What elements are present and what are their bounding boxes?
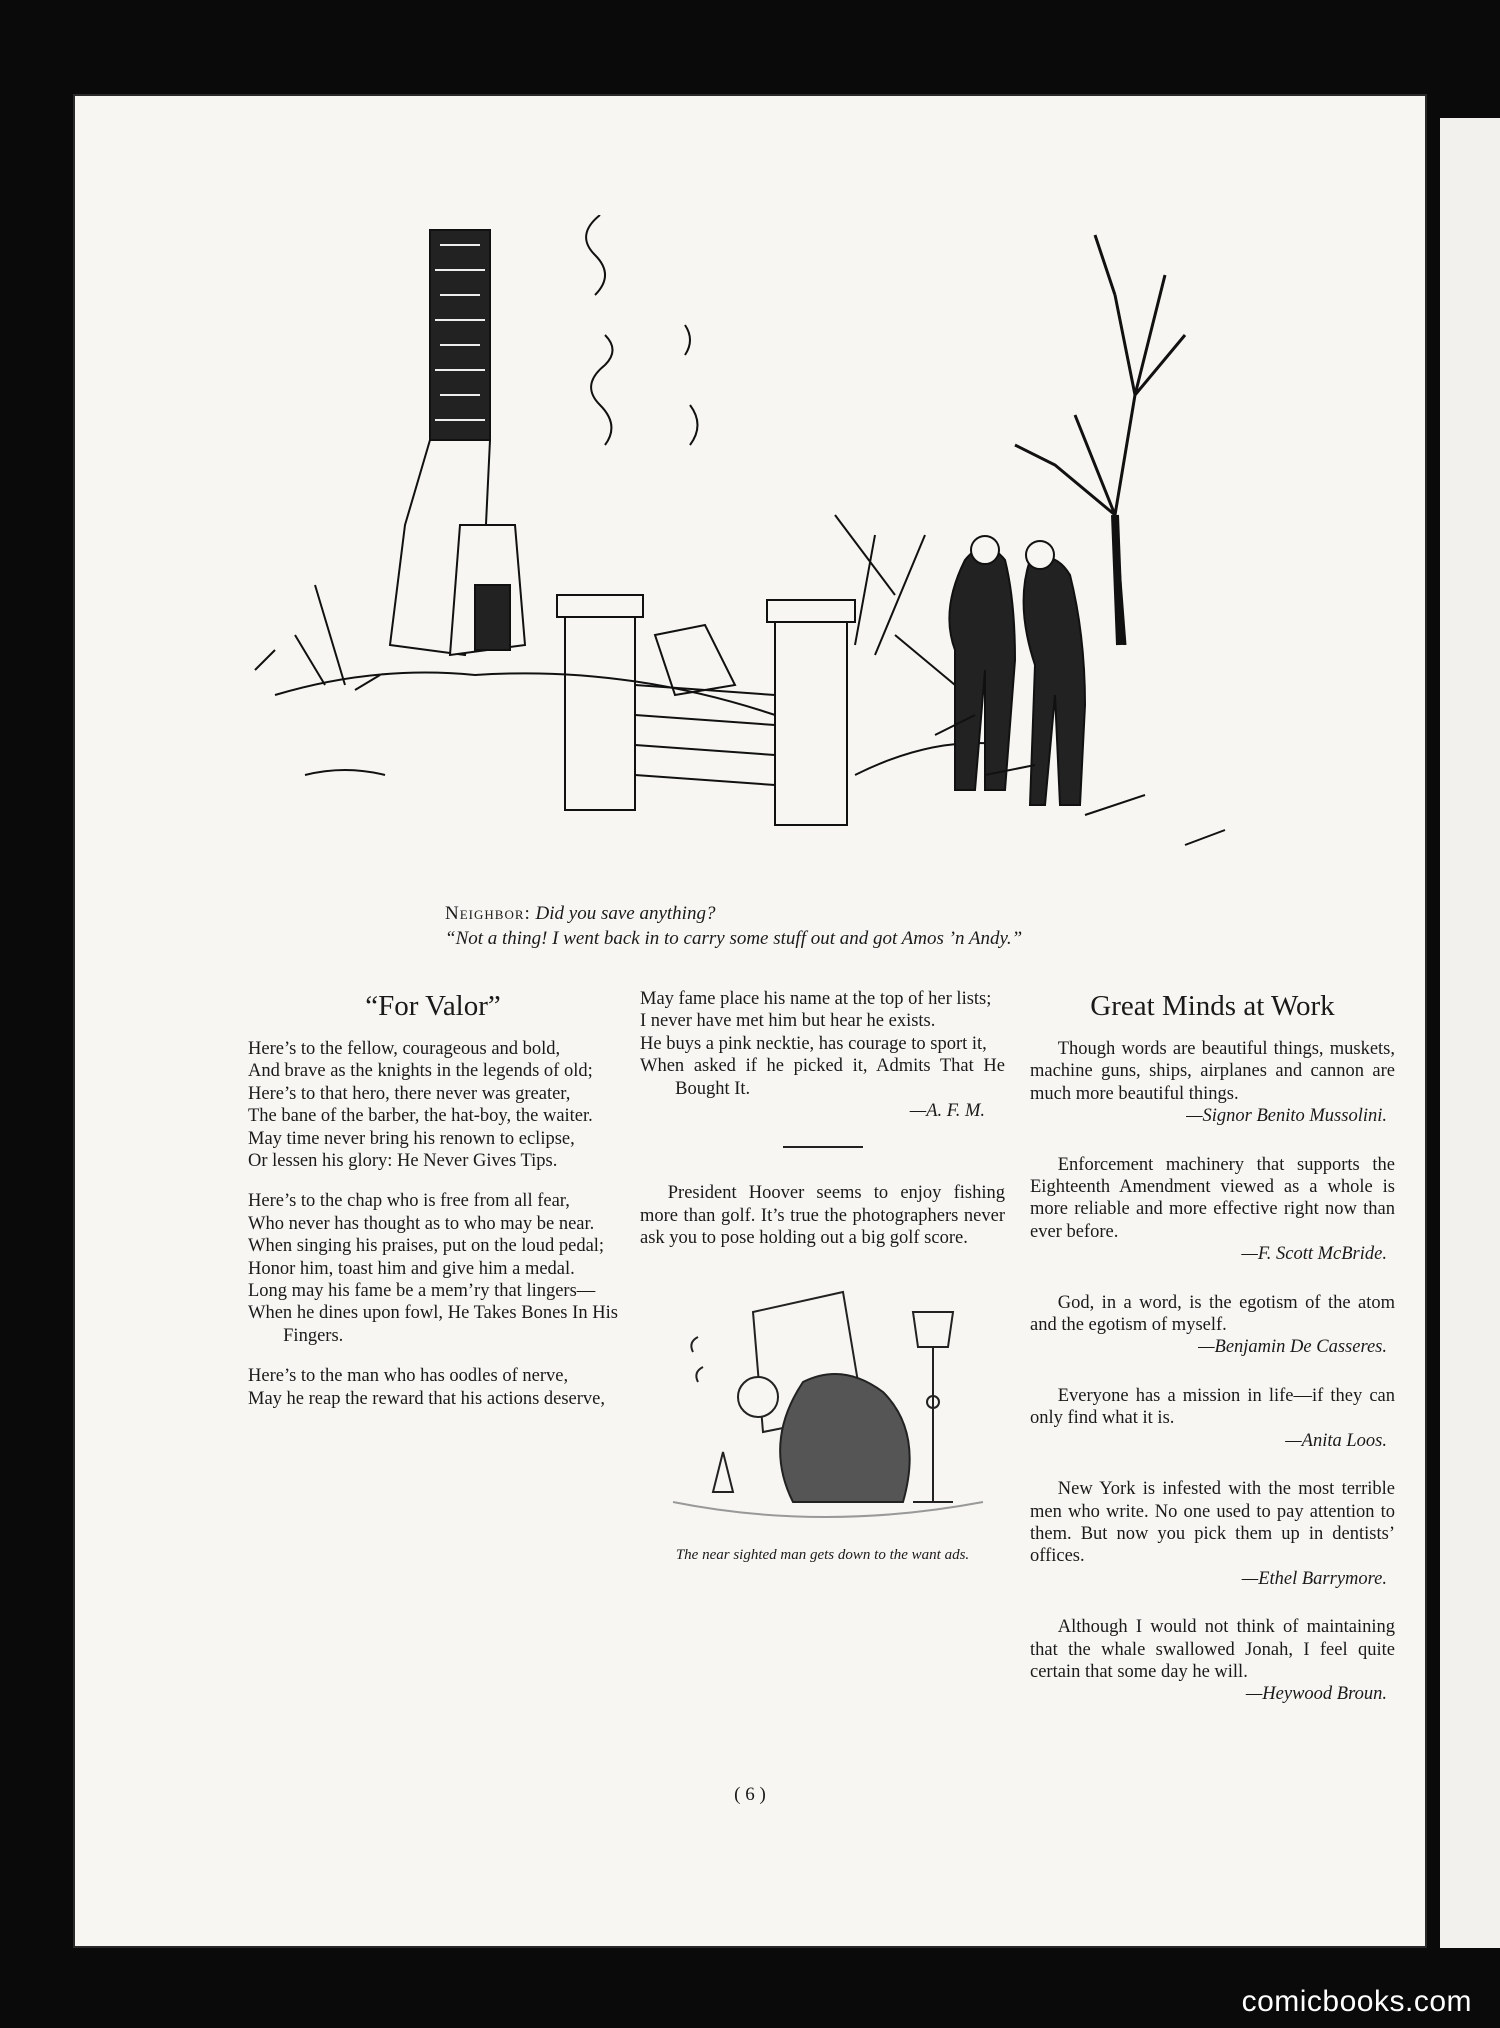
quote-author: —Ethel Barrymore. bbox=[1241, 1568, 1387, 1589]
caption-answer: “Not a thing! I went back in to carry some stuff out and got Amos ’n Andy.” bbox=[445, 928, 1023, 949]
site-watermark: comicbooks.com bbox=[1241, 1985, 1472, 2018]
near-sighted-man-cartoon bbox=[653, 1272, 993, 1540]
quote-item bbox=[1030, 1385, 1395, 1452]
quote-text: Enforcement machinery that supports the Eighteenth Amendment viewed as a whole is more reliable and more effective right now than ever before. bbox=[1030, 1154, 1395, 1242]
stanza-3-continued bbox=[640, 988, 1005, 1122]
quote-author: —Heywood Broun. bbox=[1245, 1684, 1387, 1705]
poem-line: Or lessen his glory: He Never Gives Tips. bbox=[248, 1151, 558, 1172]
poem-line: When asked if he picked it, Admits That He Bought It. bbox=[640, 1056, 1005, 1099]
poem-line: The bane of the barber, the hat-boy, the waiter. bbox=[248, 1106, 593, 1127]
quote-text: Everyone has a mission in life—if they can only find what it is. bbox=[1030, 1385, 1395, 1429]
poem-line: May he reap the reward that his actions deserve, bbox=[248, 1388, 606, 1409]
quote-author: —Anita Loos. bbox=[1285, 1430, 1387, 1451]
poem-line: Here’s to the fellow, courageous and bold, bbox=[248, 1039, 561, 1059]
poem-line: Who never has thought as to who may be near. bbox=[248, 1213, 595, 1234]
poem-line: He buys a pink necktie, has courage to sport it, bbox=[640, 1033, 987, 1054]
for-valor-title: “For Valor” bbox=[365, 990, 501, 1022]
section-divider bbox=[783, 1146, 863, 1148]
quote-item bbox=[1030, 1292, 1395, 1359]
burned-house-cartoon bbox=[235, 215, 1315, 875]
small-cartoon-caption: The near sighted man gets down to the want ads. bbox=[675, 1546, 970, 1563]
poem-line: And brave as the knights in the legends of old; bbox=[248, 1061, 593, 1082]
quote-author: —Signor Benito Mussolini. bbox=[1186, 1106, 1387, 1127]
quote-item bbox=[1030, 1038, 1395, 1128]
poem-line: May time never bring his renown to eclipse, bbox=[248, 1128, 575, 1149]
great-minds-title: Great Minds at Work bbox=[1090, 990, 1335, 1022]
page-number: ( 6 ) bbox=[734, 1784, 766, 1805]
poem-line: I never have met him but hear he exists. bbox=[640, 1011, 936, 1032]
caption-question: Did you save anything? bbox=[535, 903, 716, 924]
poem-line: Here’s to the chap who is free from all fear, bbox=[248, 1191, 570, 1212]
poem-line: When singing his praises, put on the loud pedal; bbox=[248, 1236, 605, 1257]
quote-text: God, in a word, is the egotism of the atom and the egotism of myself. bbox=[1030, 1292, 1395, 1336]
poem-signature: —A. F. M. bbox=[909, 1101, 985, 1122]
hoover-paragraph: President Hoover seems to enjoy fishing more than golf. It’s true the photographers never ask you to pose holding out a big golf score. bbox=[640, 1183, 1005, 1249]
poem-line: Long may his fame be a mem’ry that lingers— bbox=[248, 1281, 596, 1302]
quote-item bbox=[1030, 1616, 1395, 1706]
quote-text: Although I would not think of maintaining that the whale swallowed Jonah, I feel quite certain that some day he will. bbox=[1030, 1617, 1395, 1682]
caption-line-2 bbox=[445, 926, 1245, 951]
stanza-2 bbox=[248, 1190, 618, 1347]
for-valor-column bbox=[248, 988, 618, 1428]
adjacent-page-edge bbox=[1440, 118, 1500, 1948]
quote-text: New York is infested with the most terrible men who write. No one used to pay attention to them. But now you pick them up in dentists’ offices. bbox=[1030, 1479, 1395, 1567]
quote-item bbox=[1030, 1478, 1395, 1590]
middle-column bbox=[640, 988, 1005, 1565]
poem-line: When he dines upon fowl, He Takes Bones In His Fingers. bbox=[248, 1303, 618, 1346]
quote-item bbox=[1030, 1154, 1395, 1266]
stanza-3-start bbox=[248, 1365, 618, 1410]
poem-line: Here’s to the man who has oodles of nerve, bbox=[248, 1366, 569, 1387]
poem-line: May fame place his name at the top of her lists; bbox=[640, 989, 992, 1009]
quote-text: Though words are beautiful things, muskets, machine guns, ships, airplanes and cannon are much more beautiful things. bbox=[1030, 1039, 1395, 1104]
quote-author: —F. Scott McBride. bbox=[1241, 1244, 1387, 1265]
caption-line-1 bbox=[445, 901, 1245, 926]
caption-speaker: Neighbor: bbox=[445, 903, 531, 924]
great-minds-column bbox=[1030, 988, 1395, 1732]
poem-line: Honor him, toast him and give him a medal. bbox=[248, 1258, 575, 1279]
cartoon-caption bbox=[445, 901, 1245, 951]
stanza-1 bbox=[248, 1038, 618, 1172]
poem-line: Here’s to that hero, there never was greater, bbox=[248, 1083, 571, 1104]
magazine-page bbox=[75, 96, 1425, 1946]
quote-author: —Benjamin De Casseres. bbox=[1198, 1337, 1387, 1358]
